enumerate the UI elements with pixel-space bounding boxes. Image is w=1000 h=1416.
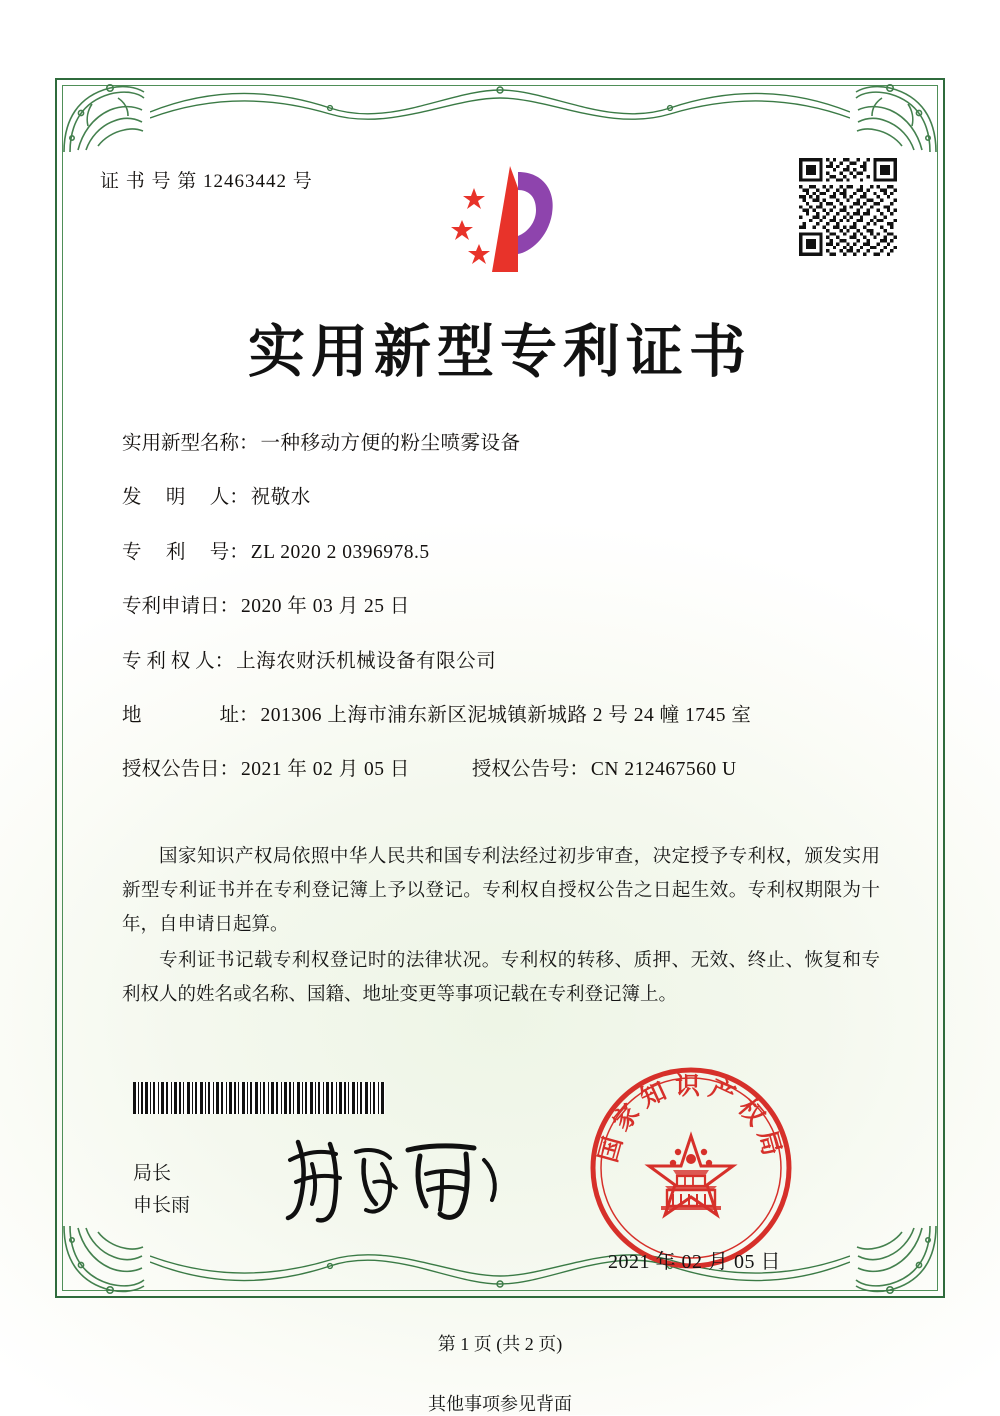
- field-label: 专 利 号：: [122, 541, 249, 563]
- paragraph: 国家知识产权局依照中华人民共和国专利法经过初步审查，决定授予专利权，颁发实用新型专利证书并在专利登记簿上予以登记。专利权自授权公告之日起生效。专利权期限为十年，自申请日起算。: [122, 847, 880, 935]
- back-side-note: 其他事项参见背面: [428, 1394, 572, 1414]
- field-row: [122, 704, 882, 727]
- certificate-number: 证 书 号 第 12463442 号: [100, 171, 313, 192]
- field-label: 专利申请日：: [122, 596, 240, 618]
- field-row: [122, 595, 882, 618]
- field-value: 上海农财沃机械设备有限公司: [236, 650, 497, 672]
- field-row: [122, 650, 882, 673]
- fields-block: [122, 432, 882, 813]
- field-value: 祝敬水: [250, 487, 311, 509]
- field-row: [122, 486, 882, 509]
- field-value: 一种移动方便的粉尘喷雾设备: [260, 433, 521, 454]
- announcement-date-value: 2021 年 02 月 05 日: [241, 759, 410, 781]
- svg-text:国家知识产权局: 国家知识产权局: [595, 1073, 787, 1166]
- field-value: 201306 上海市浦东新区泥城镇新城路 2 号 24 幢 1745 室: [260, 704, 752, 726]
- barcode: [133, 1082, 385, 1114]
- seal-date: 2021 年 02 月 05 日: [608, 1251, 781, 1273]
- legal-text-block: [122, 840, 880, 1014]
- field-label: 专 利 权 人：: [122, 650, 235, 672]
- announcement-date-label: 授权公告日：: [122, 759, 240, 781]
- corner-ornament-icon: [850, 1220, 942, 1298]
- page-number: 第 1 页 (共 2 页): [437, 1334, 563, 1354]
- director-title: 局长: [133, 1163, 172, 1184]
- cnipa-logo-icon: [432, 152, 572, 280]
- qr-code: [799, 158, 897, 256]
- announcement-no-label: 授权公告号：: [471, 759, 589, 781]
- paragraph: 专利证书记载专利权登记时的法律状况。专利权的转移、质押、无效、终止、恢复和专利权人的姓名或名称、国籍、地址变更等事项记载在专利登记簿上。: [122, 951, 880, 1005]
- field-value: 2020 年 03 月 25 日: [241, 596, 410, 618]
- announcement-row: [122, 758, 882, 781]
- official-seal: [585, 1062, 797, 1274]
- field-value: ZL 2020 2 0396978.5: [250, 541, 430, 563]
- field-label: 发 明 人：: [122, 487, 249, 509]
- director-block: [133, 1158, 190, 1222]
- field-label: 地 址：: [122, 704, 259, 726]
- field-row: [122, 432, 882, 455]
- corner-ornament-icon: [58, 80, 150, 158]
- corner-ornament-icon: [58, 1220, 150, 1298]
- director-name: 申长雨: [133, 1195, 191, 1216]
- announcement-no-value: CN 212467560 U: [590, 759, 737, 781]
- top-edge-ornament-icon: [150, 82, 850, 122]
- field-row: [122, 541, 882, 564]
- corner-ornament-icon: [850, 80, 942, 158]
- field-label: 实用新型名称：: [122, 433, 259, 454]
- director-signature-icon: [278, 1130, 518, 1226]
- page-title: 实用新型专利证书: [248, 321, 752, 384]
